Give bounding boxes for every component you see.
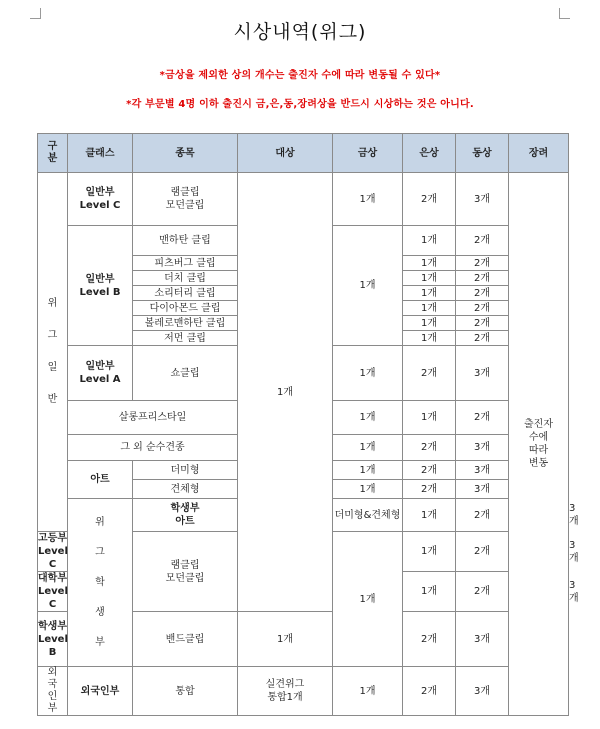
class-line: 고등부 [38,533,67,544]
header-gubun-label: 구분 [47,141,58,164]
bronze-cell: 2개 [456,301,509,316]
gold-cell: 1개 [403,572,456,612]
award-table [37,133,579,716]
item-line: 모던클립 [165,572,205,584]
item-cell: 다이아몬드 클립 [133,301,238,316]
encourage-cell [509,173,569,716]
gold-cell: 1개 [403,532,456,572]
gold-cell: 1개 [333,461,403,480]
bronze-cell: 2개 [456,401,509,435]
silver-cell: 2개 [403,667,456,716]
bronze-cell: 2개 [456,256,509,271]
header-class: 클래스 [68,134,133,173]
silver-cell: 2개 [403,480,456,499]
item-cell: 견체형 [133,480,238,499]
class-line: 아트 [175,516,195,527]
table-row [38,173,569,226]
header-target: 대상 [238,134,333,173]
gold-cell: 1개 [333,226,403,346]
bronze-cell: 2개 [456,331,509,346]
bronze-cell: 2개 [456,226,509,256]
gold-cell: 1개 [333,346,403,401]
encourage-line: 따라 [528,445,549,456]
class-line: Level B [38,633,68,658]
gold-cell: 1개 [333,667,403,716]
class-cell [38,612,68,667]
class-cell: 외국인부 [68,667,133,716]
page-title: 시상내역(위그) [233,21,367,43]
item-cell-wide: 살롱프리스타일 [68,401,238,435]
header-silver: 은상 [403,134,456,173]
bronze-cell: 2개 [456,271,509,286]
target-foreign [238,667,333,716]
silver-cell: 2개 [403,461,456,480]
silver-cell: 1개 [403,226,456,256]
item-cell [133,173,238,226]
class-line: 학생부 [38,620,67,632]
target-student: 1개 [333,532,403,667]
silver-cell: 2개 [403,173,456,226]
item-cell: 더미형&견체형 [333,499,403,532]
class-cell [38,572,68,612]
silver-cell: 1개 [403,316,456,331]
silver-cell: 1개 [403,256,456,271]
silver-cell: 2개 [403,435,456,461]
bronze-cell: 2개 [456,316,509,331]
item-cell-wide: 그 외 순수견종 [68,435,238,461]
class-cell: 아트 [68,461,133,499]
class-line: Level B [79,286,121,298]
class-line: 일반부 [85,273,115,285]
group-student [68,499,133,667]
group-foreign-label: 외국인부 [47,667,58,714]
class-line: 일반부 [85,361,115,372]
bronze-cell: 3개 [456,346,509,401]
item-line: 램클립 [170,187,200,198]
notice-1: *금상을 제외한 상의 개수는 출진자 수에 따라 변동될 수 있다* [159,70,441,81]
notice-2: *각 부문별 4명 이하 출진시 금,은,동,장려상을 반드시 시상하는 것은 아니다. [126,99,474,110]
header-gubun [38,134,68,173]
item-cell: 소리터리 클립 [133,286,238,301]
table-row [38,667,569,716]
group-student-label: 위그학생부 [95,516,105,648]
class-cell [68,226,133,346]
bronze-cell: 3개 [456,480,509,499]
header-encourage: 장려 [509,134,569,173]
item-cell: 더미형 [133,461,238,480]
class-line: 학생부 [170,503,200,514]
silver-cell: 2개 [456,499,509,532]
class-line: Level C [79,200,121,211]
item-cell: 쇼클립 [133,346,238,401]
group-foreign [38,667,68,716]
item-cell: 피츠버그 클립 [133,256,238,271]
class-line: 일반부 [85,187,115,198]
silver-cell: 2개 [403,612,456,667]
silver-cell: 2개 [456,532,509,572]
silver-cell: 2개 [456,572,509,612]
gold-cell: 1개 [333,173,403,226]
silver-cell: 2개 [403,346,456,401]
item-cell: 저먼 클립 [133,331,238,346]
bronze-cell: 3개 [456,461,509,480]
class-cell [68,173,133,226]
encourage-line: 수에 [528,432,549,443]
encourage-line: 출진자 [524,419,553,430]
table-row: 대학부 Level C 1개 2개 3개 [38,573,579,610]
table-row: 고등부 Level C 램클립 모던클립 1개 1개 2개 3개 [38,532,569,572]
encourage-line: 변동 [528,458,549,469]
bronze-cell: 3개 [456,173,509,226]
target-line: 실견위그 [265,679,305,690]
class-cell [133,499,238,532]
class-line: 대학부 [38,573,67,584]
gold-cell: 1개 [403,499,456,532]
silver-cell: 1개 [403,401,456,435]
item-line: 모던클립 [165,200,205,211]
encourage-full-text [0,0,1,1]
item-cell: 맨하탄 클립 [133,226,238,256]
gold-cell: 1개 [333,401,403,435]
bronze-cell: 3개 [456,667,509,716]
target-general: 1개 [238,173,333,612]
item-cell: 밴드클립 [133,612,238,667]
header-gold: 금상 [333,134,403,173]
class-line: Level A [79,374,121,385]
bronze-cell: 3개 [456,435,509,461]
table-row: 위그학생부 학생부 아트 더미형&견체형 1개 2개 3개 [38,499,569,532]
target-line: 통합1개 [267,692,303,703]
class-line: Level C [38,586,68,610]
item-cell [133,532,238,612]
group-general-label: 위그일반 [47,298,58,405]
header-bronze: 동상 [456,134,509,173]
class-cell [38,532,68,572]
silver-cell: 1개 [403,271,456,286]
header-row [38,134,569,173]
silver-cell: 1개 [403,286,456,301]
item-cell: 더치 클립 [133,271,238,286]
bronze-cell: 3개 [456,612,509,667]
gold-cell: 1개 [333,480,403,499]
header-item: 종목 [133,134,238,173]
silver-cell: 1개 [403,301,456,316]
item-line: 램클립 [170,559,200,571]
group-general [38,173,68,532]
gold-cell: 1개 [333,435,403,461]
gold-cell: 1개 [238,612,333,667]
item-cell: 통합 [133,667,238,716]
class-line: Level C [38,546,68,570]
class-cell [68,346,133,401]
item-cell: 볼레로맨하탄 클립 [133,316,238,331]
bronze-cell: 2개 [456,286,509,301]
silver-cell: 1개 [403,331,456,346]
